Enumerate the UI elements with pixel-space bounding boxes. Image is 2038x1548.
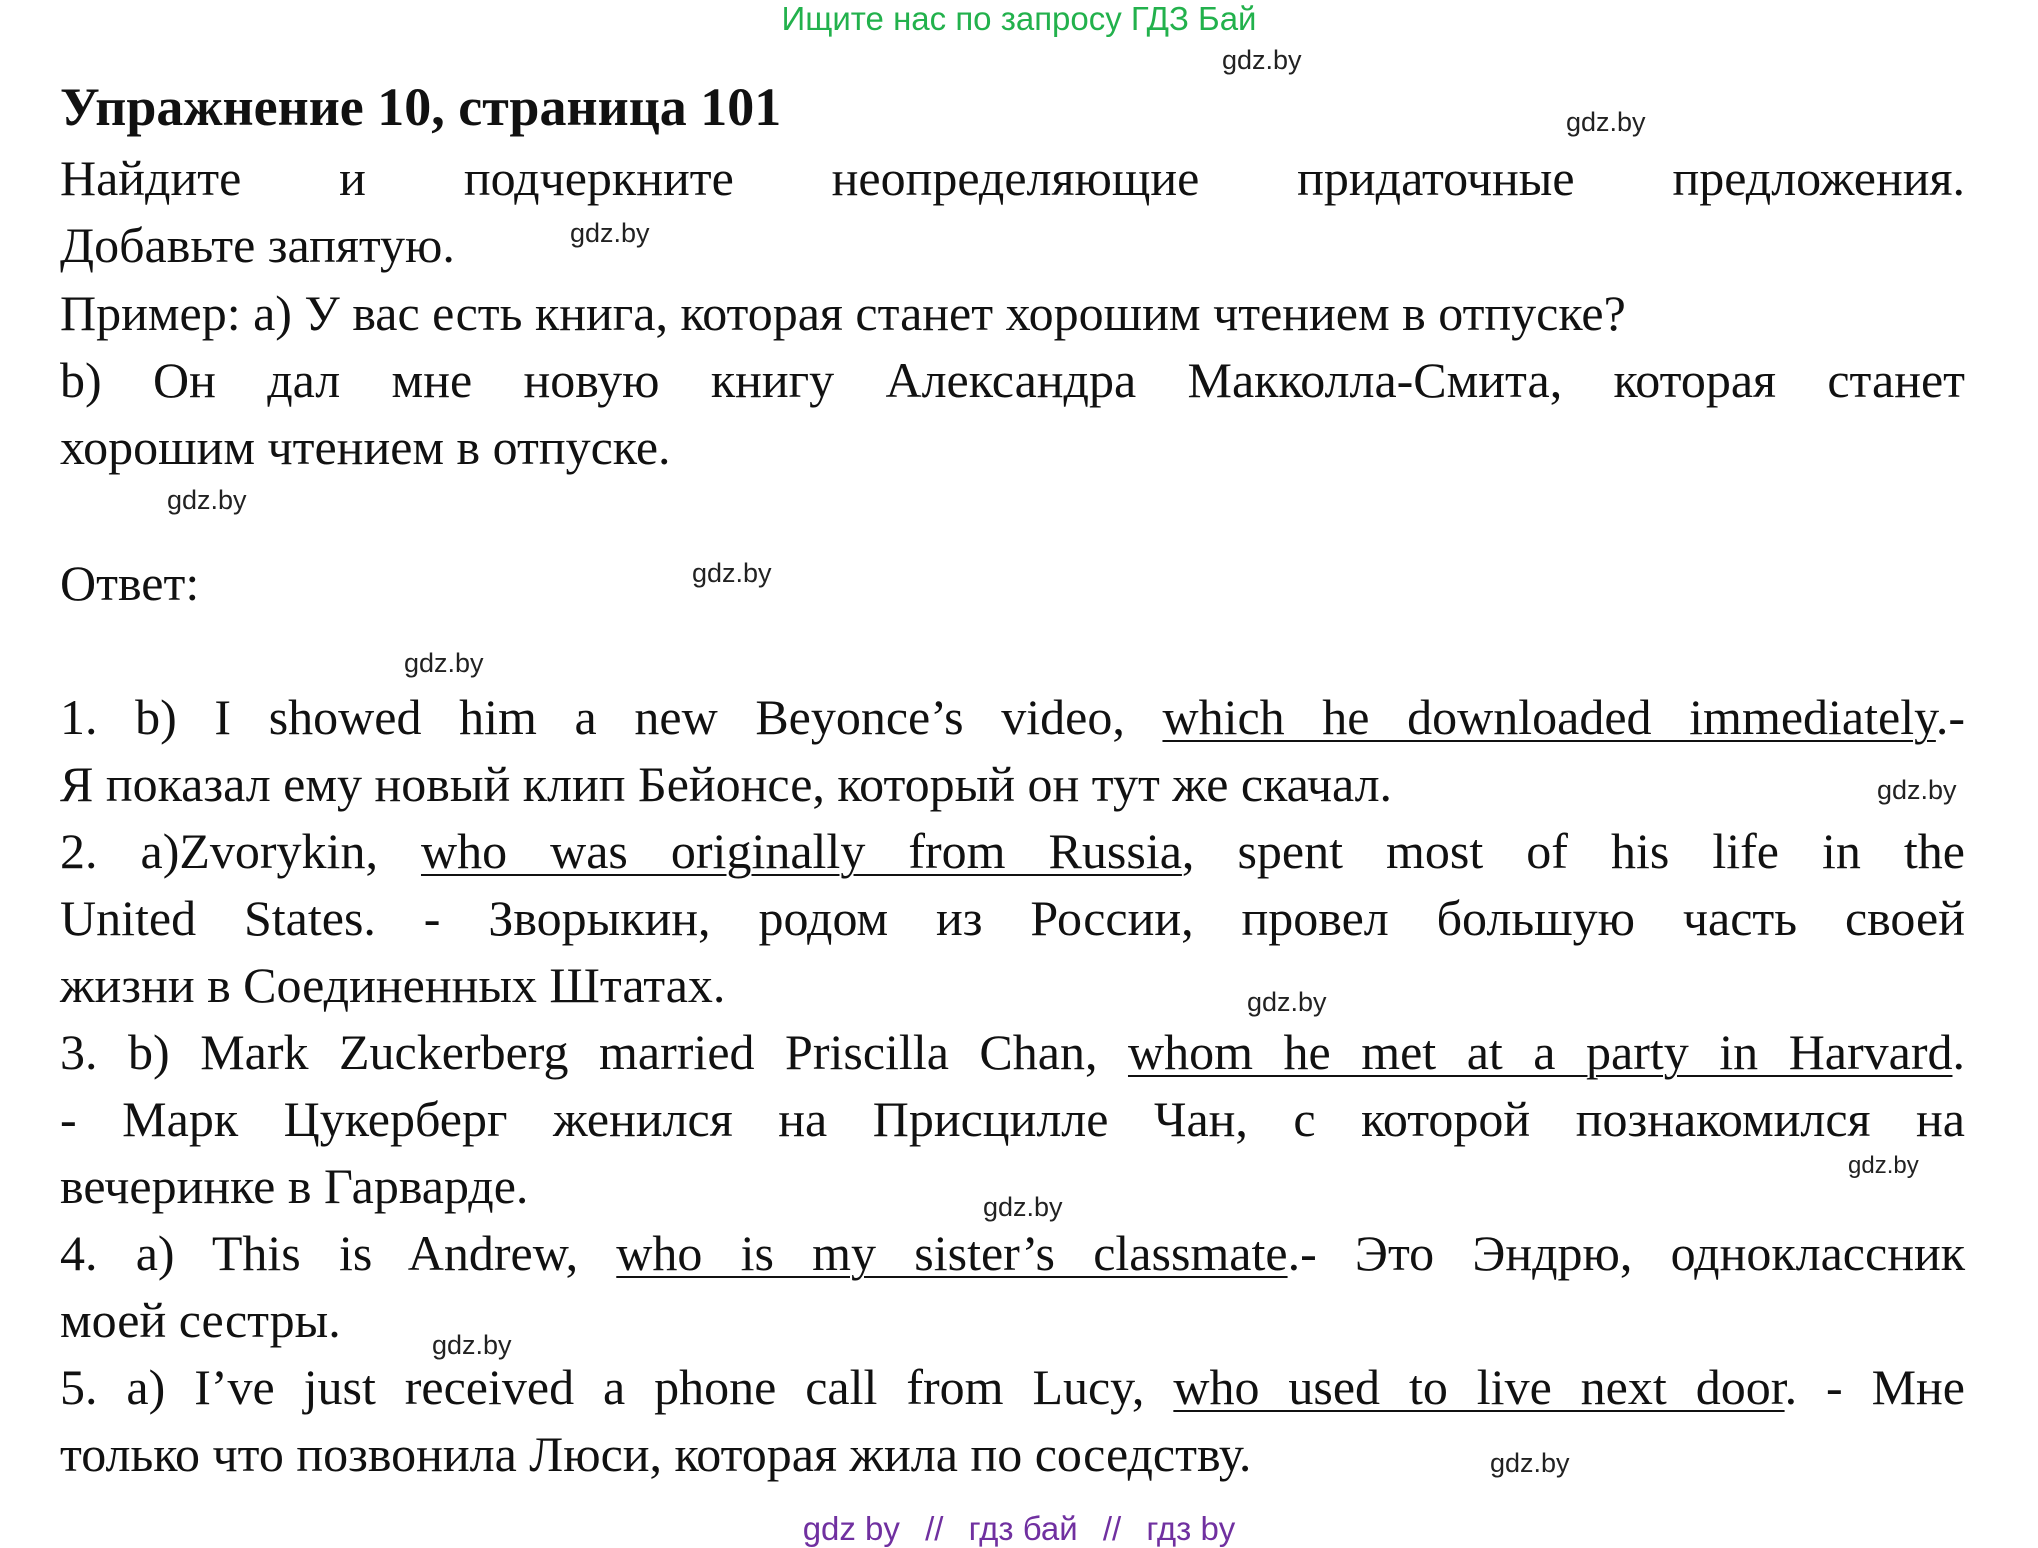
example-b-line-1: b) Он дал мне новую книгу Александра Макколла-Смита, которая станет xyxy=(60,352,1965,408)
footer-separator: // xyxy=(925,1510,944,1547)
answer-3-line-1: 3. b) Mark Zuckerberg married Priscilla Chan, whom he met at a party in Harvard. xyxy=(60,1024,1965,1080)
answer-5-underlined: who used to live next door xyxy=(1173,1359,1785,1415)
answer-5-line-2: только что позвонила Люси, которая жила по соседству. xyxy=(60,1426,1252,1482)
watermark: gdz.by xyxy=(167,485,247,515)
answer-label: Ответ: xyxy=(60,555,200,611)
answer-3-line-2: - Марк Цукерберг женился на Присцилле Чан, с которой познакомился на xyxy=(60,1091,1965,1147)
answer-1-line-1: 1. b) I showed him a new Beyonce’s video, which he downloaded immediately.- xyxy=(60,689,1965,745)
footer-link-gdz-by-ru[interactable]: гдз by xyxy=(1146,1510,1236,1547)
answer-5-line-1: 5. a) I’ve just received a phone call from Lucy, who used to live next door. - Мне xyxy=(60,1359,1965,1415)
exercise-title: Упражнение 10, страница 101 xyxy=(60,77,782,137)
watermark: gdz.by xyxy=(1247,987,1327,1017)
top-search-hint[interactable]: Ищите нас по запросу ГДЗ Бай xyxy=(781,0,1257,37)
answer-4-line-1: 4. a) This is Andrew, who is my sister’s classmate.- Это Эндрю, одноклассник xyxy=(60,1225,1965,1281)
watermark: gdz.by xyxy=(570,218,650,248)
watermark: gdz.by xyxy=(1222,45,1302,75)
example-a: Пример: а) У вас есть книга, которая станет хорошим чтением в отпуске? xyxy=(60,285,1626,341)
footer-link-gdz-bai[interactable]: гдз бай xyxy=(968,1510,1078,1547)
answer-3-underlined: whom he met at a party in Harvard xyxy=(1127,1024,1953,1080)
footer-link-gdz-by[interactable]: gdz by xyxy=(802,1510,900,1547)
answer-2-line-2: United States. - Зворыкин, родом из России, провел большую часть своей xyxy=(60,890,1965,946)
watermark: gdz.by xyxy=(1848,1152,1919,1179)
watermark: gdz.by xyxy=(1877,775,1957,805)
answer-1-line-2: Я показал ему новый клип Бейонсе, который он тут же скачал. xyxy=(60,756,1393,812)
task-line-1: Найдите и подчеркните неопределяющие придаточные предложения. xyxy=(60,150,1965,206)
footer-separator: // xyxy=(1102,1510,1122,1547)
answer-2-underlined: who was originally from Russia xyxy=(420,823,1182,879)
answer-3-line-3: вечеринке в Гарварде. xyxy=(60,1158,529,1214)
answer-2-line-1: 2. a)Zvorykin, who was originally from Russia, spent most of his life in the xyxy=(60,823,1965,879)
watermark: gdz.by xyxy=(692,558,772,588)
answer-4-line-2: моей сестры. xyxy=(60,1292,341,1348)
watermark: gdz.by xyxy=(432,1330,512,1360)
answer-2-line-3: жизни в Соединенных Штатах. xyxy=(60,957,726,1013)
task-line-2: Добавьте запятую. xyxy=(60,217,455,273)
watermark: gdz.by xyxy=(983,1192,1063,1222)
example-b-line-2: хорошим чтением в отпуске. xyxy=(60,419,671,475)
answer-1-underlined: which he downloaded immediately xyxy=(1162,689,1936,745)
watermark: gdz.by xyxy=(1490,1448,1570,1478)
answer-4-underlined: who is my sister’s classmate xyxy=(616,1225,1288,1281)
watermark: gdz.by xyxy=(404,648,484,678)
footer-links xyxy=(0,1510,2038,1548)
watermark: gdz.by xyxy=(1566,107,1646,137)
